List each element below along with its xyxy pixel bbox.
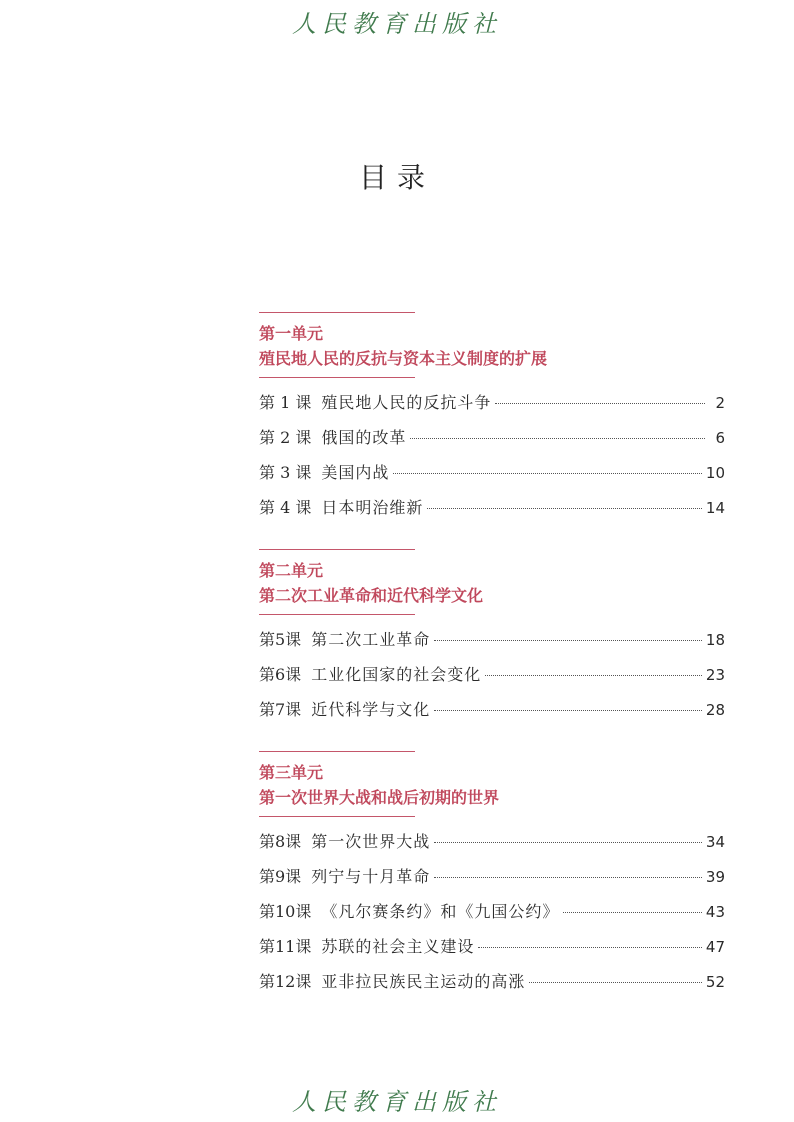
unit-label: 第三单元 — [259, 763, 324, 782]
unit-3 — [259, 751, 725, 1004]
lesson-title: 美国内战 — [321, 463, 390, 482]
toc-entry[interactable] — [259, 697, 725, 732]
unit-subtitle: 第一次世界大战和战后初期的世界 — [259, 788, 500, 807]
lesson-title: 工业化国家的社会变化 — [311, 665, 482, 684]
lesson-number: 第9课 — [259, 867, 302, 886]
dot-leader — [529, 982, 702, 983]
page-number: 39 — [705, 868, 725, 886]
dot-leader — [434, 710, 702, 711]
page-number: 28 — [705, 701, 725, 719]
lesson-title: 日本明治维新 — [321, 498, 424, 517]
dot-leader — [434, 640, 702, 641]
lesson-number: 第 4 课 — [259, 498, 312, 517]
toc-entry[interactable] — [259, 495, 725, 530]
lesson-number: 第8课 — [259, 832, 302, 851]
publisher-logo-top: 人民教育出版社 — [292, 10, 502, 38]
unit-label: 第一单元 — [259, 324, 324, 343]
page-number: 23 — [705, 666, 725, 684]
lesson-number: 第 3 课 — [259, 463, 312, 482]
dot-leader — [393, 473, 702, 474]
page-number: 18 — [705, 631, 725, 649]
dot-leader — [495, 403, 705, 404]
page-number: 43 — [705, 903, 725, 921]
toc-entry[interactable] — [259, 934, 725, 969]
dot-leader — [427, 508, 702, 509]
unit-divider-bottom — [259, 816, 415, 817]
toc-entry[interactable] — [259, 662, 725, 697]
lesson-number: 第7课 — [259, 700, 302, 719]
page-number: 6 — [715, 429, 725, 447]
lesson-number: 第5课 — [259, 630, 302, 649]
dot-leader — [478, 947, 702, 948]
unit-divider-bottom — [259, 614, 415, 615]
dot-leader — [434, 877, 702, 878]
page-number: 10 — [705, 464, 725, 482]
lesson-title: 第二次工业革命 — [311, 630, 431, 649]
toc-entry[interactable] — [259, 460, 725, 495]
toc-entry[interactable] — [259, 425, 725, 460]
unit-subtitle: 第二次工业革命和近代科学文化 — [259, 586, 484, 605]
page-number: 34 — [705, 833, 725, 851]
lesson-number: 第6课 — [259, 665, 302, 684]
page-number: 47 — [705, 938, 725, 956]
toc-entry[interactable] — [259, 829, 725, 864]
dot-leader — [434, 842, 702, 843]
lesson-title: 近代科学与文化 — [311, 700, 431, 719]
toc-entry[interactable] — [259, 899, 725, 934]
dot-leader — [410, 438, 705, 439]
unit-divider-bottom — [259, 377, 415, 378]
lesson-list — [259, 627, 725, 732]
unit-subtitle: 殖民地人民的反抗与资本主义制度的扩展 — [259, 349, 548, 368]
toc-entry[interactable] — [259, 969, 725, 1004]
lesson-number: 第 2 课 — [259, 428, 312, 447]
lesson-number: 第11课 — [259, 937, 312, 956]
lesson-list — [259, 390, 725, 530]
page-number: 14 — [705, 499, 725, 517]
lesson-title: 《凡尔赛条约》和《九国公约》 — [321, 902, 560, 921]
lesson-title: 殖民地人民的反抗斗争 — [321, 393, 492, 412]
lesson-number: 第10课 — [259, 902, 312, 921]
toc-entry[interactable] — [259, 627, 725, 662]
unit-2 — [259, 549, 725, 732]
page-number: 2 — [715, 394, 725, 412]
unit-label: 第二单元 — [259, 561, 324, 580]
page-number: 52 — [705, 973, 725, 991]
lesson-number: 第 1 课 — [259, 393, 312, 412]
toc-entry[interactable] — [259, 390, 725, 425]
lesson-list — [259, 829, 725, 1004]
page-title: 目录 — [358, 161, 435, 194]
lesson-number: 第12课 — [259, 972, 312, 991]
unit-1 — [259, 312, 725, 530]
toc-entry[interactable] — [259, 864, 725, 899]
publisher-logo-bottom: 人民教育出版社 — [292, 1088, 502, 1116]
lesson-title: 亚非拉民族民主运动的高涨 — [321, 972, 526, 991]
lesson-title: 俄国的改革 — [321, 428, 407, 447]
lesson-title: 第一次世界大战 — [311, 832, 431, 851]
dot-leader — [563, 912, 702, 913]
dot-leader — [485, 675, 702, 676]
lesson-title: 列宁与十月革命 — [311, 867, 431, 886]
lesson-title: 苏联的社会主义建设 — [321, 937, 475, 956]
